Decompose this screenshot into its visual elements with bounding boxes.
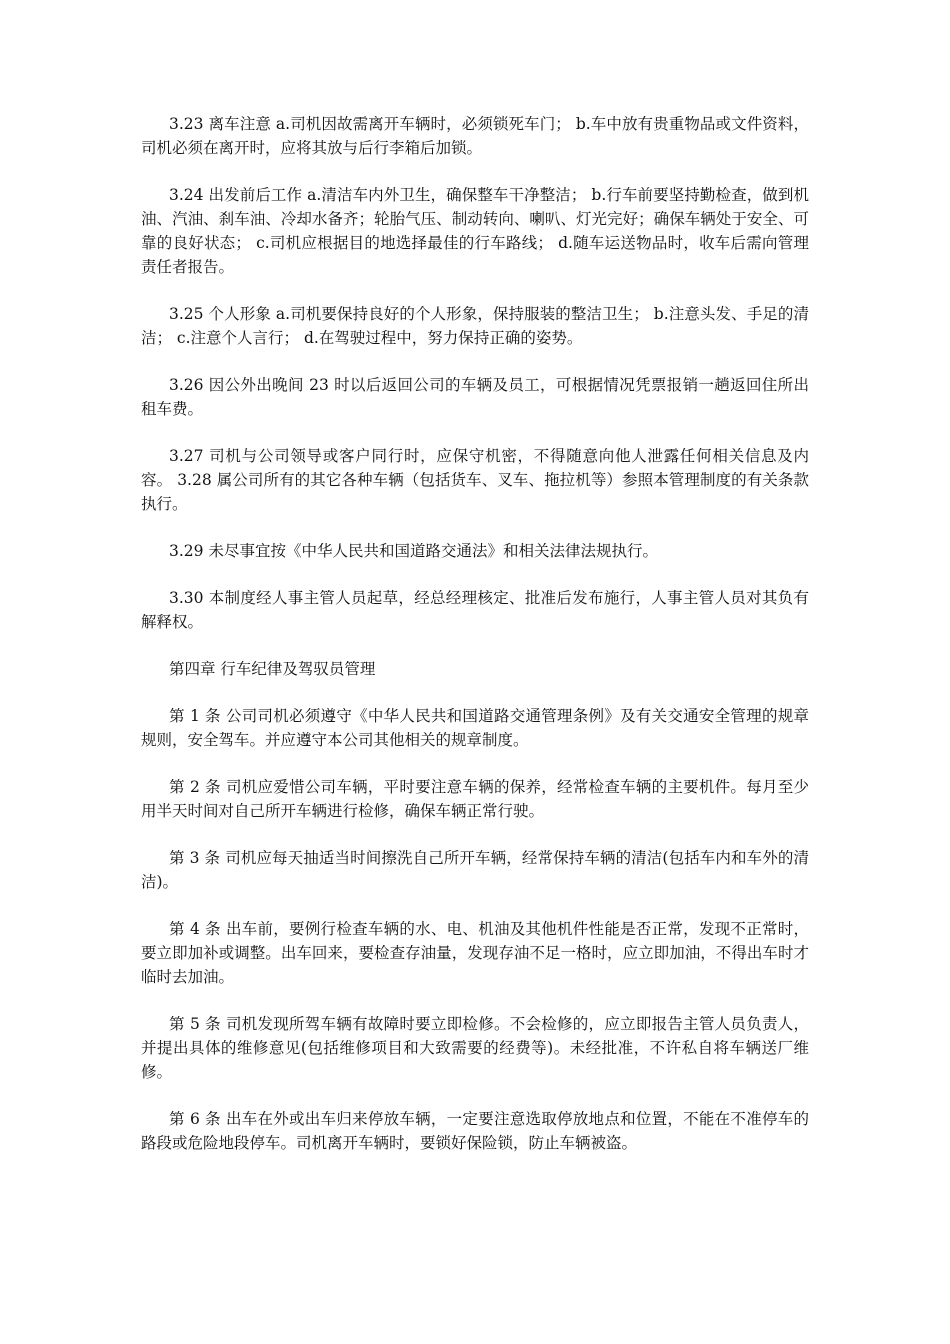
- document-body: [141, 112, 809, 1178]
- paragraph-3-26: 3.26 因公外出晚间 23 时以后返回公司的车辆及员工，可根据情况凭票报销一趟返回住所出租车费。: [141, 376, 809, 418]
- paragraph-3-30: 3.30 本制度经人事主管人员起草，经总经理核定、批准后发布施行，人事主管人员对其负有解释权。: [141, 589, 809, 631]
- article-6: 第 6 条 出车在外或出车归来停放车辆，一定要注意选取停放地点和位置，不能在不准停车的路段或危险地段停车。司机离开车辆时，要锁好保险锁，防止车辆被盗。: [141, 1110, 809, 1152]
- chapter-heading: 第四章 行车纪律及驾驭员管理: [169, 660, 376, 678]
- article-3: 第 3 条 司机应每天抽适当时间擦洗自己所开车辆，经常保持车辆的清洁(包括车内和车外的清洁)。: [141, 849, 809, 891]
- article-2: 第 2 条 司机应爱惜公司车辆，平时要注意车辆的保养，经常检查车辆的主要机件。每月至少用半天时间对自己所开车辆进行检修，确保车辆正常行驶。: [141, 778, 809, 820]
- article-5: 第 5 条 司机发现所驾车辆有故障时要立即检修。不会检修的，应立即报告主管人员负责人，并提出具体的维修意见(包括维修项目和大致需要的经费等)。未经批准，不许私自将车辆送厂维修。: [141, 1015, 809, 1081]
- paragraph-3-29: 3.29 未尽事宜按《中华人民共和国道路交通法》和相关法律法规执行。: [169, 542, 658, 560]
- paragraph-3-27: 3.27 司机与公司领导或客户同行时，应保守机密，不得随意向他人泄露任何相关信息及内容。 3.28 属公司所有的其它各种车辆（包括货车、叉车、拖拉机等）参照本管理制度的有关条款执行。: [141, 447, 809, 513]
- paragraph-3-24: 3.24 出发前后工作 a.清洁车内外卫生，确保整车干净整洁； b.行车前要坚持勤检查，做到机油、汽油、刹车油、冷却水备齐；轮胎气压、制动转向、喇叭、灯光完好；确保车辆处于安全、可靠的良好状态； c.司机应根据目的地选择最佳的行车路线； d.随车运送物品时，收车后需向管理责任者报告。: [141, 186, 809, 276]
- paragraph-3-25: 3.25 个人形象 a.司机要保持良好的个人形象，保持服装的整洁卫生； b.注意头发、手足的清洁； c.注意个人言行； d.在驾驶过程中，努力保持正确的姿势。: [141, 305, 809, 347]
- article-4: 第 4 条 出车前，要例行检查车辆的水、电、机油及其他机件性能是否正常，发现不正常时，要立即加补或调整。出车回来，要检查存油量，发现存油不足一格时，应立即加油，不得出车时才临时去加油。: [141, 920, 809, 986]
- paragraph-3-23: 3.23 离车注意 a.司机因故需离开车辆时，必须锁死车门； b.车中放有贵重物品或文件资料，司机必须在离开时，应将其放与后行李箱后加锁。: [141, 115, 809, 157]
- article-1: 第 1 条 公司司机必须遵守《中华人民共和国道路交通管理条例》及有关交通安全管理的规章规则，安全驾车。并应遵守本公司其他相关的规章制度。: [141, 707, 809, 749]
